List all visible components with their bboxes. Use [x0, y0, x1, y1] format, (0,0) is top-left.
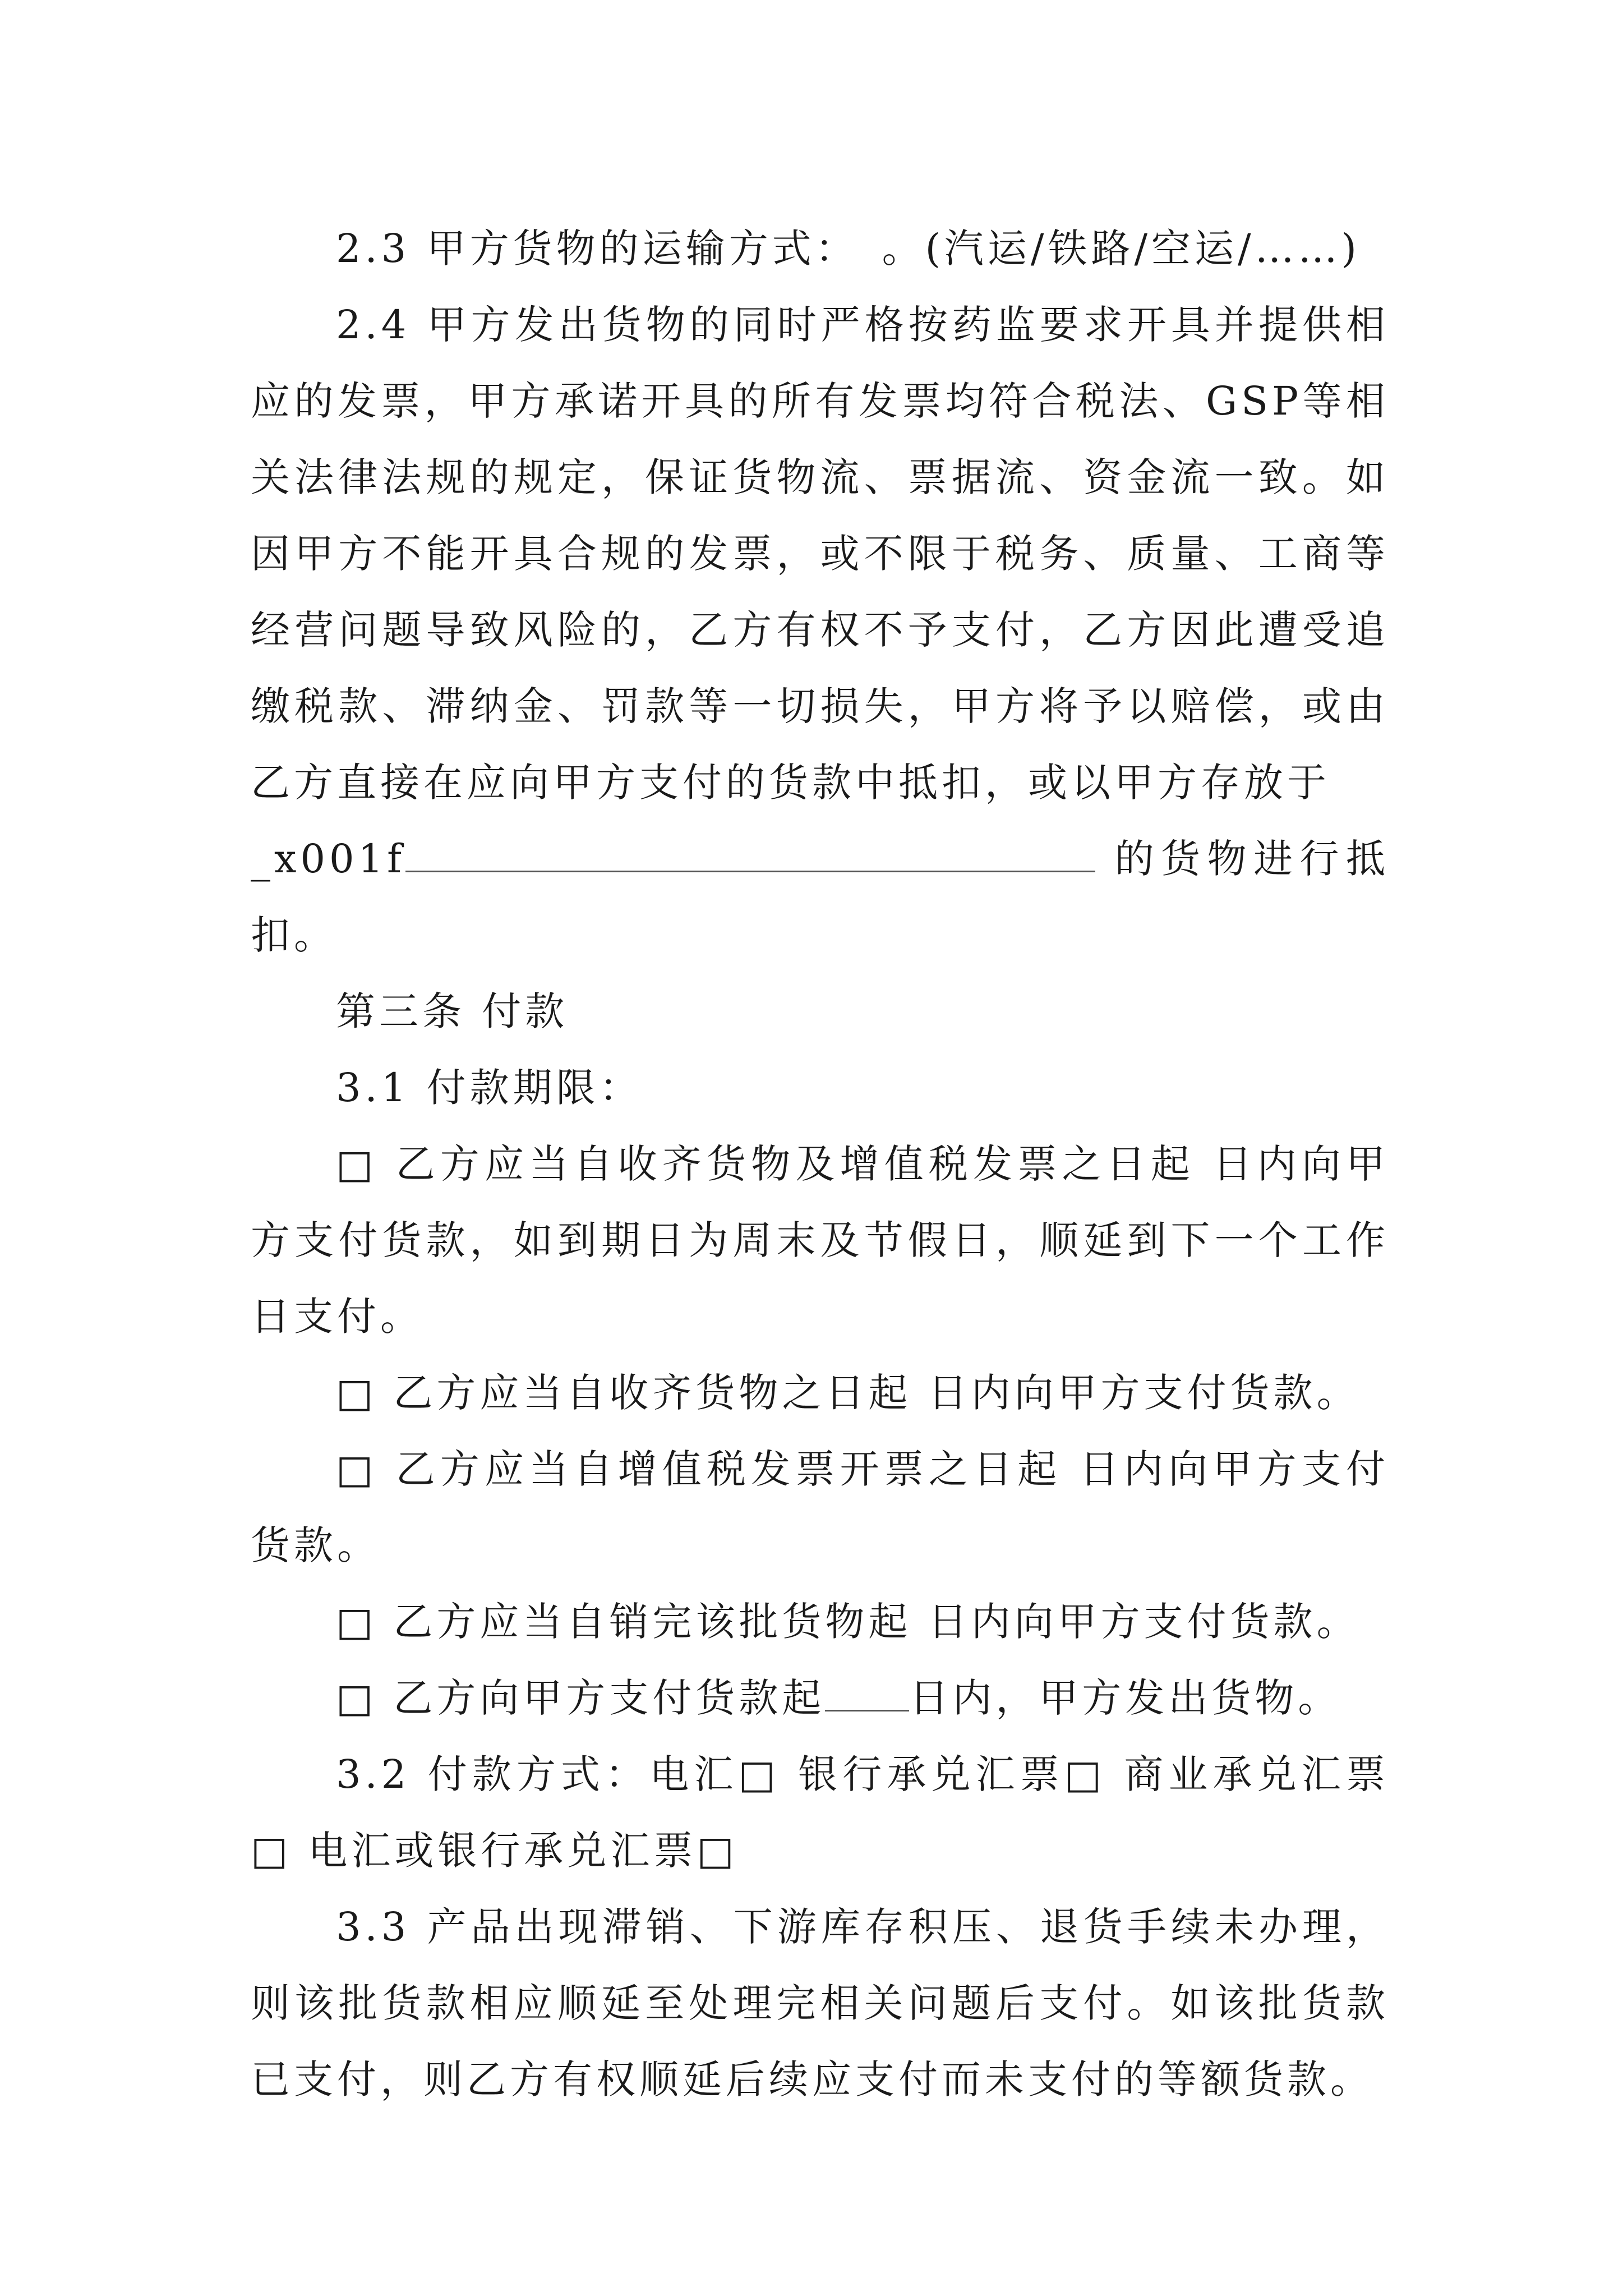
payment-term-option-5: [251, 1660, 1389, 1736]
document-body: [251, 210, 1389, 2118]
placeholder-code: _x001f: [251, 836, 405, 882]
clause-3-1: 3.1 付款期限：: [336, 1065, 643, 1111]
fill-in-blank-short: [825, 1671, 909, 1711]
clause-2-4: 2.4 甲方发出货物的同时严格按药监要求开具并提供相应的发票，甲方承诺开具的所有发票均符合税法、GSP等相关法律法规的规定，保证货物流、票据流、资金流一致。如因甲方不能开具合规的发票，或不限于税务、质量、工商等经营问题导致风险的，乙方有权不予支付，乙方因此遭受追缴税款、滞纳金、罚款等一切损失，甲方将予以赔偿，或由乙方直接在应向甲方支付的货款中抵扣，或以甲方存放于: [251, 302, 1389, 806]
payment-term-option-1: □ 乙方应当自收齐货物及增值税发票之日起 日内向甲方支付货款，如到期日为周末及节假日，顺延到下一个工作日支付。: [251, 1141, 1389, 1340]
clause-3-3: 3.3 产品出现滞销、下游库存积压、退货手续未办理，则该批货款相应顺延至处理完相关问题后支付。如该批货款已支付，则乙方有权顺延后续应支付而未支付的等额货款。: [251, 1904, 1389, 2102]
payment-term-option-5-end: 日内，甲方发出货物。: [909, 1675, 1341, 1721]
clause-2-3: 2.3 甲方货物的运输方式： 。(汽运/铁路/空运/……): [336, 226, 1361, 272]
clause-2-4-continuation: [251, 821, 1389, 973]
payment-term-option-2: □ 乙方应当自收齐货物之日起 日内向甲方支付货款。: [336, 1370, 1360, 1416]
clause-3-2: 3.2 付款方式：电汇□ 银行承兑汇票□ 商业承兑汇票□ 电汇或银行承兑汇票□: [251, 1751, 1389, 1874]
payment-term-option-5-start: □ 乙方向甲方支付货款起: [336, 1675, 826, 1721]
article-3-heading: 第三条 付款: [336, 988, 569, 1034]
fill-in-blank-long: [405, 831, 1095, 872]
clause-2-4-ending: 的货物进行抵扣。: [251, 836, 1389, 958]
payment-term-option-3: □ 乙方应当自增值税发票开票之日起 日内向甲方支付货款。: [251, 1446, 1389, 1568]
payment-term-option-4: □ 乙方应当自销完该批货物起 日内向甲方支付货款。: [336, 1599, 1360, 1645]
